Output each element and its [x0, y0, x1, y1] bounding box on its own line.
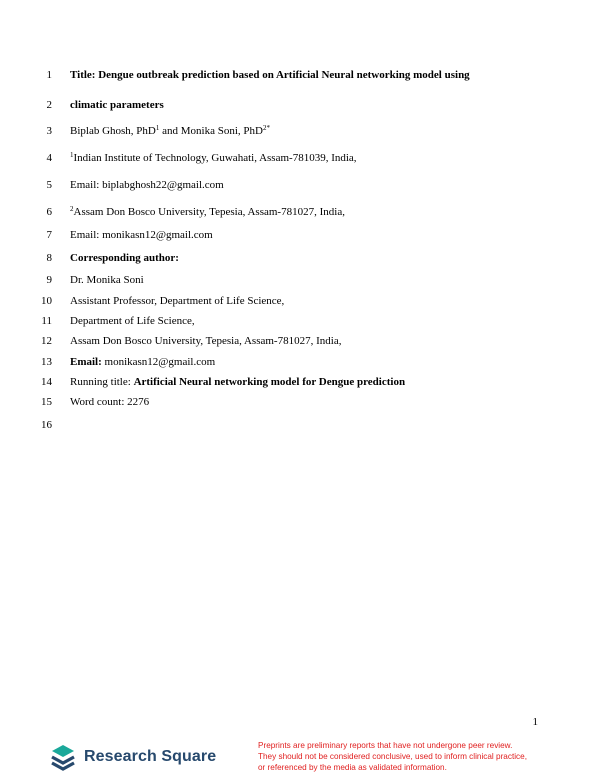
text-run: Corresponding author: [70, 252, 179, 264]
line-number: 1 [46, 69, 52, 81]
line-number: 3 [46, 125, 52, 137]
text-run: Email: biplabghosh22@gmail.com [70, 179, 224, 191]
superscript-mark: 1 [155, 124, 160, 132]
preprint-disclaimer [258, 740, 558, 773]
text-run: Department of Life Science, [70, 315, 195, 327]
line-number: 16 [41, 419, 52, 431]
line-text [70, 97, 164, 113]
line-text [70, 374, 405, 390]
research-square-icon [48, 742, 78, 772]
line-text [70, 227, 213, 243]
text-run: Email: monikasn12@gmail.com [70, 229, 213, 241]
line-number: 6 [46, 206, 52, 218]
line-text [70, 150, 357, 166]
line-number: 15 [41, 396, 52, 408]
line-text [70, 250, 179, 266]
disclaimer-line: Preprints are preliminary reports that have not undergone peer review. [258, 741, 513, 750]
line-text [70, 333, 341, 349]
text-run: monikasn12@gmail.com [101, 356, 216, 368]
research-square-wordmark: Research Square [84, 748, 217, 765]
line-number: 2 [46, 99, 52, 111]
text-run: Assistant Professor, Department of Life Science, [70, 295, 285, 307]
line-number: 5 [46, 179, 52, 191]
line-number: 13 [41, 356, 52, 368]
line-number: 14 [41, 376, 52, 388]
text-run: Word count: 2276 [70, 396, 150, 408]
page-number: 1 [532, 716, 538, 728]
line-number: 8 [46, 252, 52, 264]
line-text [70, 272, 144, 288]
line-number: 10 [41, 295, 52, 307]
text-run: Title: Dengue outbreak prediction based on Artificial Neural networking model using [70, 69, 470, 81]
line-text [70, 354, 215, 370]
superscript-mark: 2* [262, 124, 270, 132]
line-number: 9 [46, 274, 52, 286]
superscript-mark: 1 [70, 151, 74, 159]
line-text [70, 313, 195, 329]
line-text [70, 293, 284, 309]
text-run: Running title: [70, 376, 134, 388]
line-text [70, 394, 149, 410]
line-text [70, 67, 470, 83]
disclaimer-line: or referenced by the media as validated information. [258, 763, 447, 772]
superscript-mark: 2 [70, 205, 74, 213]
line-number: 12 [41, 335, 52, 347]
text-run: Email: [70, 356, 102, 368]
line-number: 11 [41, 315, 52, 327]
text-run: climatic parameters [70, 99, 164, 111]
text-run: and Monika Soni, PhD [159, 125, 263, 137]
line-text [70, 177, 224, 193]
disclaimer-line: They should not be considered conclusive, used to inform clinical practice, [258, 752, 527, 761]
line-text [70, 204, 345, 220]
text-run: Artificial Neural networking model for Dengue prediction [133, 376, 406, 388]
line-text [70, 123, 270, 139]
text-run: Biplab Ghosh, PhD [70, 125, 156, 137]
text-run: Indian Institute of Technology, Guwahati, Assam-781039, India, [73, 152, 357, 164]
line-number: 4 [46, 152, 52, 164]
text-run: Assam Don Bosco University, Tepesia, Assam-781027, India, [73, 206, 345, 218]
text-run: Assam Don Bosco University, Tepesia, Assam-781027, India, [70, 335, 342, 347]
research-square-logo[interactable] [48, 742, 216, 772]
line-number: 7 [46, 229, 52, 241]
text-run: Dr. Monika Soni [70, 274, 144, 286]
